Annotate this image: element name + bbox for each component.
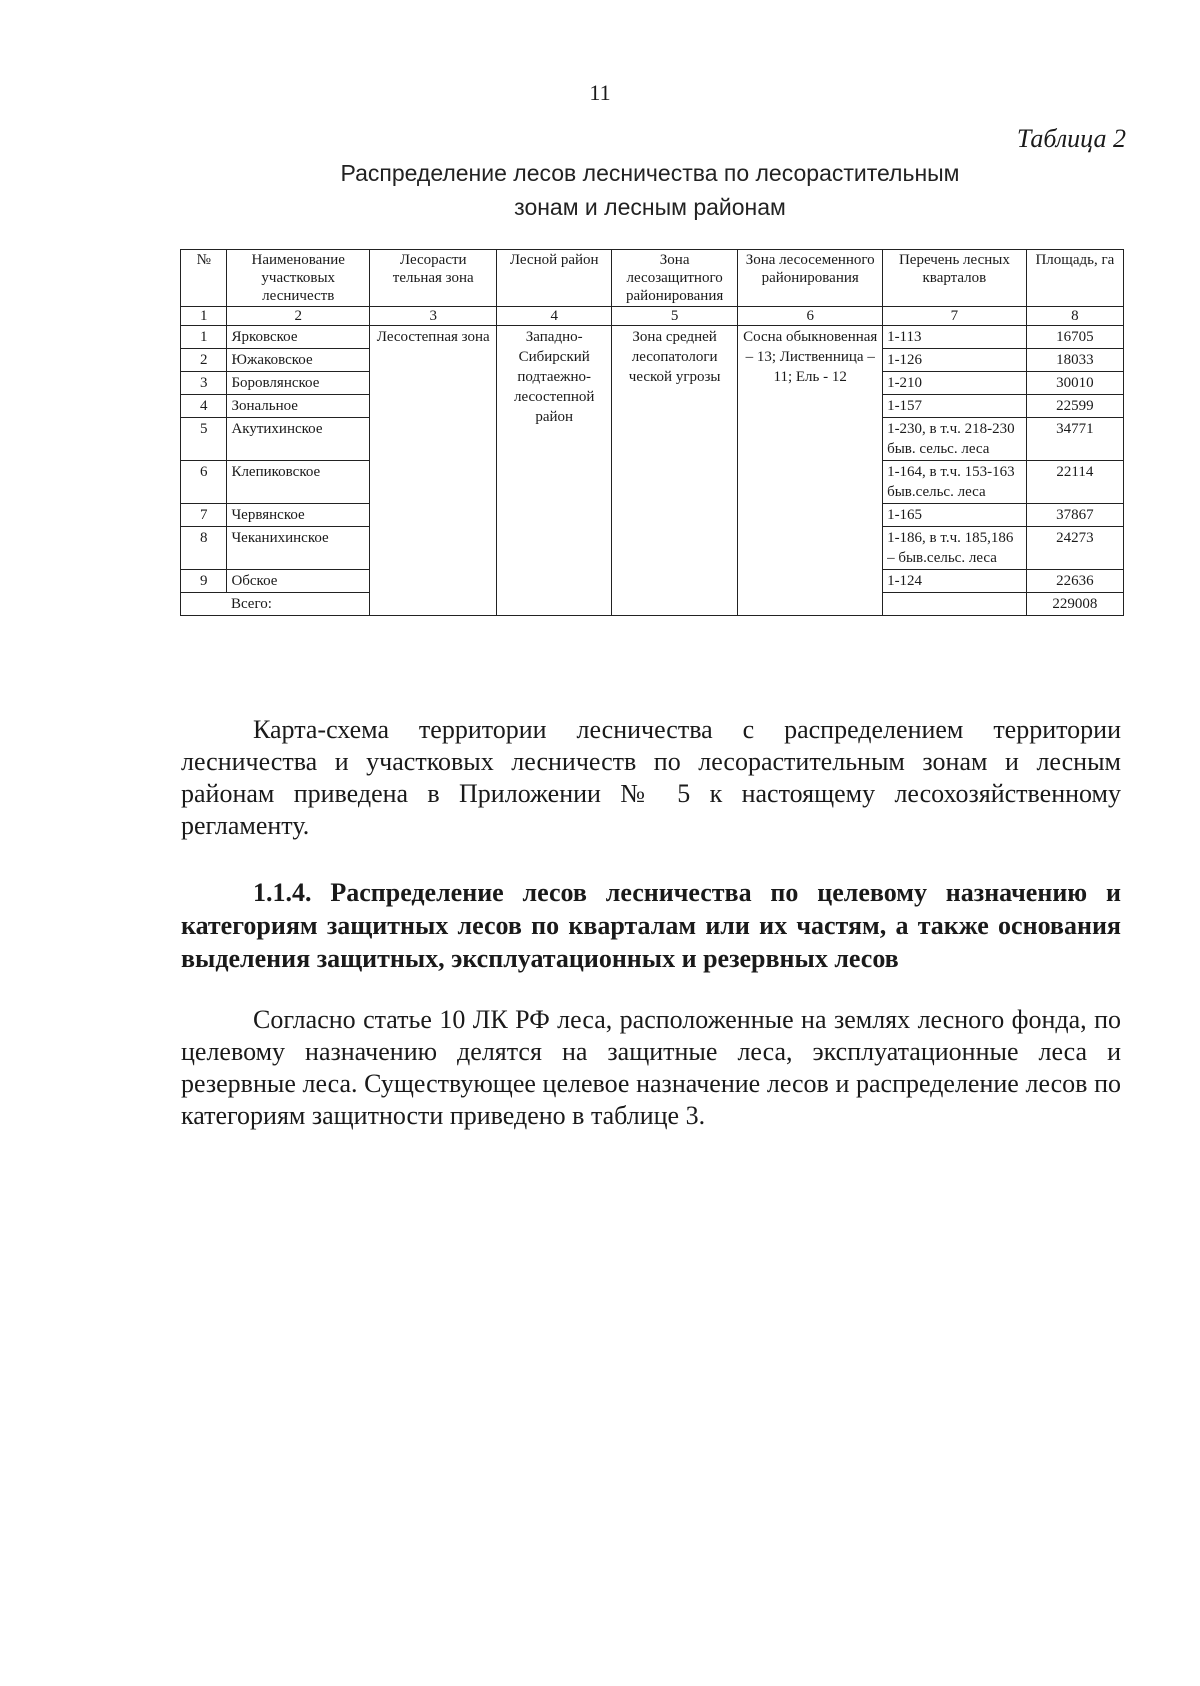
header-quarters: Перечень лесных кварталов [883, 250, 1027, 307]
header-protection-zone: Зона лесозащитного районирования [611, 250, 737, 307]
seed-zone-cell: Сосна обыкновенная – 13; Лиственница – 11; Ель - 12 [738, 326, 883, 616]
quarters-list: 1-126 [883, 349, 1027, 372]
forestry-name: Клепиковское [227, 461, 370, 504]
area-value: 22599 [1026, 395, 1123, 418]
quarters-list: 1-164, в т.ч. 153-163 быв.сельс. леса [883, 461, 1027, 504]
quarters-list: 1-124 [883, 570, 1027, 593]
table-header-row [181, 250, 1124, 307]
area-value: 22114 [1026, 461, 1123, 504]
table-title [300, 156, 1000, 224]
quarters-list: 1-165 [883, 504, 1027, 527]
total-quarters-cell [883, 593, 1027, 616]
header-name: Наименование участковых лесничеств [227, 250, 370, 307]
quarters-list: 1-210 [883, 372, 1027, 395]
table-title-line1: Распределение лесов лесничества по лесорастительным [340, 160, 960, 186]
forestry-name: Чеканихинское [227, 527, 370, 570]
row-number: 8 [181, 527, 227, 570]
row-number: 2 [181, 349, 227, 372]
total-area: 229008 [1026, 593, 1123, 616]
header-zone: Лесорасти тельная зона [370, 250, 497, 307]
area-value: 24273 [1026, 527, 1123, 570]
total-number-cell [181, 593, 227, 616]
forestry-name: Ярковское [227, 326, 370, 349]
header-area: Площадь, га [1026, 250, 1123, 307]
row-number: 1 [181, 326, 227, 349]
forestry-name: Боровлянское [227, 372, 370, 395]
column-number: 5 [611, 307, 737, 326]
quarters-list: 1-113 [883, 326, 1027, 349]
section-heading: 1.1.4. Распределение лесов лесничества по целевому назначению и категориям защитных лесов по кварталам или их частям, а также основания выделения защитных, эксплуатационных и резервных лесов [181, 878, 1121, 973]
row-number: 6 [181, 461, 227, 504]
area-value: 16705 [1026, 326, 1123, 349]
area-value: 30010 [1026, 372, 1123, 395]
area-value: 34771 [1026, 418, 1123, 461]
area-value: 37867 [1026, 504, 1123, 527]
table-title-line2: зонам и лесным районам [514, 194, 786, 220]
column-number: 1 [181, 307, 227, 326]
row-number: 5 [181, 418, 227, 461]
column-number: 4 [497, 307, 611, 326]
row-number: 3 [181, 372, 227, 395]
paragraph-target-purpose: Согласно статье 10 ЛК РФ леса, расположенные на землях лесного фонда, по целевому назначению делятся на защитные леса, эксплуатационные леса и резервные леса. Существующее целевое назначение лесов и распределение лесов по категориям защитности приведено в таблице 3. [181, 1005, 1121, 1130]
total-label: Всего: [227, 593, 370, 616]
column-number: 8 [1026, 307, 1123, 326]
forestry-name: Акутихинское [227, 418, 370, 461]
forestry-name: Зональное [227, 395, 370, 418]
forestry-name: Обское [227, 570, 370, 593]
area-value: 18033 [1026, 349, 1123, 372]
protection-zone-cell: Зона средней лесопатологи ческой угрозы [611, 326, 737, 616]
area-value: 22636 [1026, 570, 1123, 593]
forest-district-cell: Западно-Сибирский подтаежно-лесостепной район [497, 326, 611, 616]
table-row [181, 326, 1124, 349]
page-number: 11 [589, 80, 611, 105]
column-number: 7 [883, 307, 1027, 326]
table-label: Таблица 2 [1016, 124, 1126, 153]
vegetation-zone-cell: Лесостепная зона [370, 326, 497, 616]
column-number-row [181, 307, 1124, 326]
row-number: 7 [181, 504, 227, 527]
column-number: 3 [370, 307, 497, 326]
column-number: 6 [738, 307, 883, 326]
row-number: 4 [181, 395, 227, 418]
header-number: № [181, 250, 227, 307]
column-number: 2 [227, 307, 370, 326]
quarters-list: 1-157 [883, 395, 1027, 418]
paragraph-map-scheme: Карта-схема территории лесничества с распределением территории лесничества и участковых лесничеств по лесорастительным зонам и лесным районам приведена в Приложении № 5 к настоящему лесохозяйственному регламенту. [181, 715, 1121, 840]
quarters-list: 1-186, в т.ч. 185,186 – быв.сельс. леса [883, 527, 1027, 570]
forestry-name: Южаковское [227, 349, 370, 372]
quarters-list: 1-230, в т.ч. 218-230 быв. сельс. леса [883, 418, 1027, 461]
forest-distribution-table [180, 249, 1124, 616]
header-district: Лесной район [497, 250, 611, 307]
header-seed-zone: Зона лесосеменного районирования [738, 250, 883, 307]
forestry-name: Червянское [227, 504, 370, 527]
row-number: 9 [181, 570, 227, 593]
